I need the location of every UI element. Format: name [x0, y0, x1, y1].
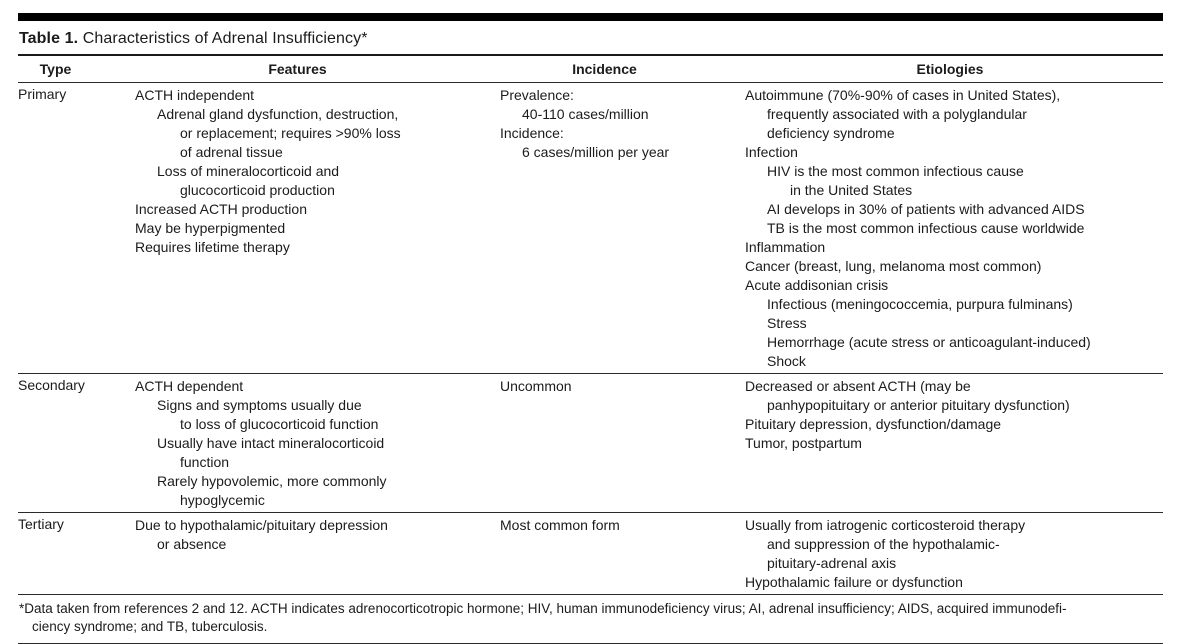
cell-line: and suppression of the hypothalamic- [767, 536, 1000, 552]
cell-features [135, 513, 500, 595]
cell-type: Primary [18, 86, 67, 102]
cell-line: Infection [745, 144, 798, 160]
cell-line: glucocorticoid production [180, 182, 335, 198]
top-rule-bar [18, 13, 1163, 21]
cell-etiologies [745, 374, 1163, 513]
cell-line: Cancer (breast, lung, melanoma most common) [745, 258, 1042, 274]
cell-line: Autoimmune (70%-90% of cases in United States), [745, 87, 1061, 103]
cell-line: Rarely hypovolemic, more commonly [157, 473, 387, 489]
cell-line: or absence [157, 536, 227, 552]
cell-line: HIV is the most common infectious cause [767, 163, 1024, 179]
column-header-type: Type [18, 56, 135, 83]
cell-line: Requires lifetime therapy [135, 239, 290, 255]
column-header-etiologies: Etiologies [745, 56, 1163, 83]
cell-line: to loss of glucocorticoid function [180, 416, 379, 432]
cell-line: Increased ACTH production [135, 201, 307, 217]
table-number: Table 1. [19, 30, 79, 47]
cell-type: Tertiary [18, 516, 64, 532]
cell-line: Decreased or absent ACTH (may be [745, 378, 971, 394]
cell-line: Usually have intact mineralocorticoid [157, 435, 385, 451]
cell-line: pituitary-adrenal axis [767, 555, 897, 571]
cell-line: Uncommon [500, 378, 572, 394]
cell-line: Stress [767, 315, 807, 331]
column-header-incidence: Incidence [500, 56, 745, 83]
cell-line: Due to hypothalamic/pituitary depression [135, 517, 388, 533]
cell-line: of adrenal tissue [180, 144, 283, 160]
cell-features [135, 374, 500, 513]
cell-line: Pituitary depression, dysfunction/damage [745, 416, 1002, 432]
cell-line: Usually from iatrogenic corticosteroid therapy [745, 517, 1026, 533]
cell-line: Tumor, postpartum [745, 435, 862, 451]
cell-line: Incidence: [500, 125, 564, 141]
footnote-line: ciency syndrome; and TB, tuberculosis. [32, 619, 268, 634]
cell-line: ACTH dependent [135, 378, 244, 394]
cell-line: Shock [767, 353, 806, 369]
cell-line: Hemorrhage (acute stress or anticoagulant-induced) [767, 334, 1091, 350]
table-body [18, 83, 1163, 595]
cell-line: frequently associated with a polyglandular [767, 106, 1027, 122]
table-title-text: Characteristics of Adrenal Insufficiency* [78, 30, 368, 47]
table-title [18, 21, 1163, 56]
cell-line: 6 cases/million per year [522, 144, 670, 160]
cell-incidence [500, 374, 745, 513]
cell-line: panhypopituitary or anterior pituitary dysfunction) [767, 397, 1070, 413]
cell-features [135, 83, 500, 374]
cell-incidence [500, 513, 745, 595]
cell-line: hypoglycemic [180, 492, 265, 508]
table-row [18, 83, 1163, 374]
footnote-line: *Data taken from references 2 and 12. ACTH indicates adrenocorticotropic hormone; HIV, human immunodeficiency virus; AI, adrenal insufficiency; AIDS, acquired immunodefi- [19, 601, 1067, 616]
cell-line: May be hyperpigmented [135, 220, 286, 236]
cell-line: deficiency syndrome [767, 125, 895, 141]
cell-type: Secondary [18, 377, 85, 393]
cell-line: Hypothalamic failure or dysfunction [745, 574, 963, 590]
cell-line: function [180, 454, 230, 470]
cell-etiologies [745, 513, 1163, 595]
cell-line: or replacement; requires >90% loss [180, 125, 401, 141]
cell-line: Most common form [500, 517, 620, 533]
cell-line: Acute addisonian crisis [745, 277, 889, 293]
cell-etiologies [745, 83, 1163, 374]
table-row [18, 513, 1163, 595]
cell-line: TB is the most common infectious cause worldwide [767, 220, 1085, 236]
column-header-features: Features [135, 56, 500, 83]
cell-line: in the United States [790, 182, 913, 198]
cell-line: 40-110 cases/million [522, 106, 649, 122]
cell-line: ACTH independent [135, 87, 255, 103]
header-row [18, 56, 1163, 83]
cell-line: Loss of mineralocorticoid and [157, 163, 340, 179]
cell-line: Inflammation [745, 239, 826, 255]
table-footnote [18, 595, 1163, 644]
adrenal-insufficiency-table [18, 56, 1163, 595]
cell-line: Infectious (meningococcemia, purpura fulminans) [767, 296, 1073, 312]
table-row [18, 374, 1163, 513]
cell-line: Signs and symptoms usually due [157, 397, 362, 413]
cell-line: Adrenal gland dysfunction, destruction, [157, 106, 399, 122]
table-header [18, 56, 1163, 83]
cell-line: AI develops in 30% of patients with advanced AIDS [767, 201, 1085, 217]
cell-line: Prevalence: [500, 87, 574, 103]
cell-incidence [500, 83, 745, 374]
